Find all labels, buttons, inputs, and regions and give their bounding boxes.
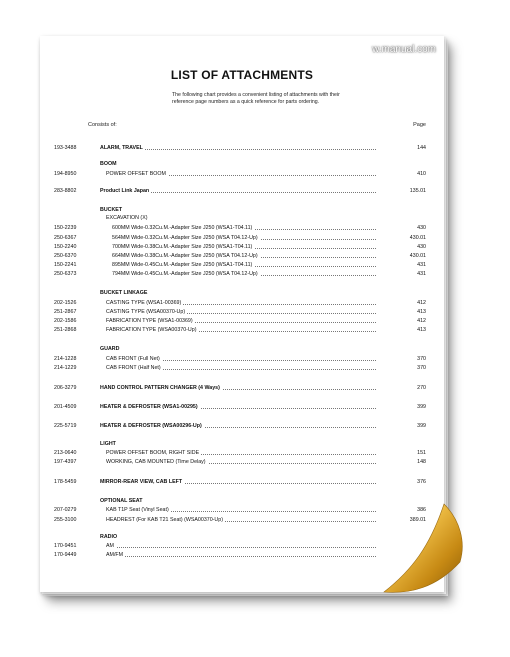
page-reference: 431 [417,271,426,277]
list-item [40,160,444,168]
description-text: CAB FRONT (Half Net) [106,365,161,371]
page-reference: 413 [417,309,426,315]
column-header-page: Page [413,122,426,128]
page-title: LIST OF ATTACHMENTS [170,68,314,82]
part-number: 225-5719 [54,423,77,429]
description-text: 895MM Wide-0.45Cu.M.-Adapter Size J250 (WSA1-T04.11) [112,262,253,268]
page-reference: 430.01 [409,235,426,241]
description-text: CASTING TYPE (WSA1-00369) [106,300,182,306]
description-text: OPTIONAL SEAT [100,498,143,504]
description-text: AM/FM [106,552,124,558]
description-text: 700MM Wide-0.38Cu.M.-Adapter Size J250 (WSA1-T04.11) [112,244,253,250]
list-item [40,478,444,486]
description-text: Product Link Japan [100,188,150,194]
description-text: BUCKET [100,207,123,213]
list-item [40,384,444,392]
description-text: HEATER & DEFROSTER (WSA1-00295) [100,404,198,410]
list-item [40,206,444,214]
part-number: 250-6367 [54,235,77,241]
description-text: BOOM [100,161,117,167]
page-reference: 410 [417,171,426,177]
list-item [40,326,444,334]
part-number: 214-1229 [54,365,77,371]
page-reference: 270 [417,385,426,391]
attachment-description [106,170,400,178]
part-number: 202-1586 [54,318,77,324]
page-reference: 413 [417,327,426,333]
attachment-description [106,317,400,325]
attachment-description [112,234,400,242]
description-text: MIRROR-REAR VIEW, CAB LEFT [100,479,183,485]
attachment-description [112,261,400,269]
list-item [40,299,444,307]
page-reference: 430.01 [409,253,426,259]
column-header-consists: Consists of: [88,122,117,128]
attachment-description [106,542,400,550]
attachment-description [106,449,400,457]
description-text: 664MM Wide-0.38Cu.M.-Adapter Size J250 (WSA T04.12-Up) [112,253,258,259]
attachment-description [112,243,400,251]
page-reference: 148 [417,459,426,465]
page-reference: 370 [417,356,426,362]
description-text: KAB T1P Seat (Vinyl Seat) [106,507,169,513]
part-number: 150-2239 [54,225,77,231]
attachment-description [106,364,400,372]
attachment-description [100,497,144,505]
attachment-description [106,308,400,316]
part-number: 213-0640 [54,450,77,456]
description-text: 600MM Wide-0.32Cu.M.-Adapter Size J250 (WSA1-T04.11) [112,225,253,231]
attachment-description [106,506,400,514]
list-item [40,458,444,466]
page-reference: 144 [417,145,426,151]
description-text: POWER OFFSET BOOM, RIGHT SIDE [106,450,200,456]
page-reference: 151 [417,450,426,456]
attachment-description [100,160,118,168]
dot-leader [106,547,376,548]
list-item [40,252,444,260]
attachment-description [100,206,124,214]
description-text: CAB FRONT (Full Net) [106,356,160,362]
attachment-description [106,458,400,466]
list-item [40,187,444,195]
list-item [40,144,444,152]
part-number: 170-9449 [54,552,77,558]
list-item [40,364,444,372]
attachment-description [106,355,400,363]
list-item [40,308,444,316]
description-text: FABRICATION TYPE (WSA00370-Up) [106,327,197,333]
attachment-description [112,270,400,278]
description-text: HEATER & DEFROSTER (WSA00296-Up) [100,423,202,429]
list-item [40,449,444,457]
attachment-description [106,326,400,334]
part-number: 193-3488 [54,145,77,151]
description-text: ALARM, TRAVEL [100,145,143,151]
part-number: 194-8950 [54,171,77,177]
part-number: 251-2868 [54,327,77,333]
page-reference: 412 [417,300,426,306]
intro-paragraph: The following chart provides a convenient listing of attachments with their reference page numbers as a quick reference for parts ordering. [172,92,340,105]
part-number: 214-1228 [54,356,77,362]
attachment-description [100,289,149,297]
part-number: 283-8802 [54,188,77,194]
description-text: LIGHT [100,441,116,447]
page-reference: 431 [417,262,426,268]
page-curl-icon [380,502,470,602]
list-item [40,422,444,430]
list-item [40,270,444,278]
attachment-description [100,422,400,430]
part-number: 150-2240 [54,244,77,250]
attachment-description [106,516,400,524]
attachment-description [100,144,400,152]
description-text: WORKING, CAB MOUNTED (Time Delay) [106,459,206,465]
page-reference: 430 [417,225,426,231]
list-item [40,440,444,448]
watermark: w.manual.com [372,44,436,55]
list-item [40,317,444,325]
list-item [40,289,444,297]
attachment-description [100,384,400,392]
attachment-description [100,533,119,541]
page-reference: 399 [417,404,426,410]
description-text: FABRICATION TYPE (WSA1-00369) [106,318,193,324]
description-text: 794MM Wide-0.45Cu.M.-Adapter Size J250 (WSA T04.12-Up) [112,271,258,277]
page-reference: 135.01 [409,188,426,194]
list-item [40,355,444,363]
attachment-description [106,299,400,307]
attachment-description [112,252,400,260]
page-reference: 412 [417,318,426,324]
part-number: 202-1526 [54,300,77,306]
part-number: 255-3100 [54,517,77,523]
part-number: 206-3279 [54,385,77,391]
description-text: EXCAVATION (X) [106,215,148,221]
description-text: CASTING TYPE (WSA00370-Up) [106,309,186,315]
list-item [40,224,444,232]
attachment-description [112,224,400,232]
attachment-description [100,440,118,448]
page-reference: 389.01 [409,517,426,523]
attachment-description [100,403,400,411]
attachment-description [100,345,121,353]
description-text: RADIO [100,534,118,540]
part-number: 250-6370 [54,253,77,259]
description-text: GUARD [100,346,120,352]
part-number: 250-6373 [54,271,77,277]
part-number: 201-4509 [54,404,77,410]
attachment-description [100,187,400,195]
description-text: 564MM Wide-0.32Cu.M.-Adapter Size J250 (WSA T04.12-Up) [112,235,258,241]
part-number: 170-9451 [54,543,77,549]
page-reference: 399 [417,423,426,429]
description-text: BUCKET LINKAGE [100,290,148,296]
attachment-description [106,551,400,559]
description-text: POWER OFFSET BOOM [106,171,166,177]
part-number: 207-0279 [54,507,77,513]
description-text: HAND CONTROL PATTERN CHANGER (4 Ways) [100,385,220,391]
part-number: 150-2241 [54,262,77,268]
attachment-description [106,214,150,222]
list-item [40,261,444,269]
list-item [40,243,444,251]
list-item [40,170,444,178]
dot-leader [106,556,376,557]
list-item [40,234,444,242]
part-number: 251-2867 [54,309,77,315]
part-number: 197-4397 [54,459,77,465]
list-item [40,214,444,222]
description-text: HEADREST (For KAB T21 Seat) (WSA00370-Up) [106,517,223,523]
page-reference: 376 [417,479,426,485]
page-reference: 430 [417,244,426,250]
list-item [40,403,444,411]
part-number: 178-5459 [54,479,77,485]
attachment-description [100,478,400,486]
page-reference: 370 [417,365,426,371]
description-text: AM [106,543,114,549]
list-item [40,345,444,353]
page-reference: 386 [417,507,426,513]
